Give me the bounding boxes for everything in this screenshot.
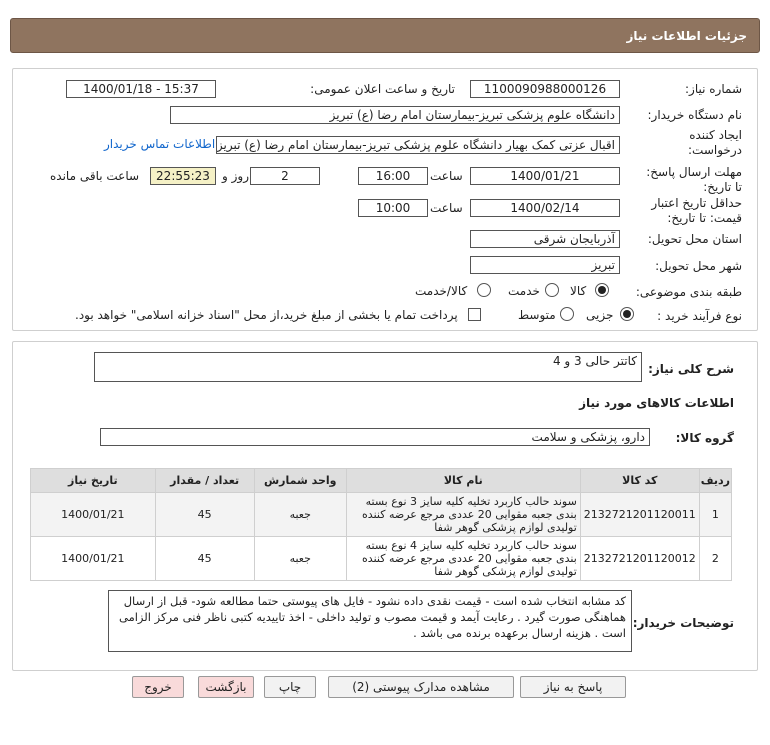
category-label: طبقه بندی موضوعی:	[635, 285, 742, 299]
group-field: دارو، پزشکی و سلامت	[100, 428, 650, 446]
process-radio-minor[interactable]	[620, 307, 634, 321]
process-minor-label: جزیی	[586, 308, 614, 322]
group-label: گروه کالا:	[675, 431, 734, 445]
category-both-label: کالا/خدمت	[415, 284, 468, 298]
validity-time-field: 10:00	[358, 199, 428, 217]
col-qty: تعداد / مقدار	[155, 469, 254, 493]
table-header-row	[31, 469, 732, 493]
province-label: استان محل تحویل:	[647, 232, 742, 246]
process-medium-label: متوسط	[518, 308, 556, 322]
reply-button[interactable]: پاسخ به نیاز	[520, 676, 626, 698]
table-row	[31, 493, 732, 537]
row-index: 2	[699, 537, 731, 581]
row-qty: 45	[155, 537, 254, 581]
creator-label: ایجاد کننده درخواست:	[688, 128, 742, 157]
row-unit: جعبه	[254, 493, 346, 537]
city-label: شهر محل تحویل:	[655, 259, 742, 273]
exit-button[interactable]: خروج	[132, 676, 184, 698]
notes-label: توضیحات خریدار:	[632, 616, 734, 630]
contact-buyer-link[interactable]: اطلاعات تماس خریدار	[104, 137, 216, 151]
buyer-org-field: دانشگاه علوم پزشکی تبریز-بیمارستان امام رضا (ع) تبریز	[170, 106, 620, 124]
buyer-notes: کد مشابه انتخاب شده است - قیمت نقدی داده نشود - فایل های پیوستی حتما مطالعه شود- قبل از ارسال هماهنگی صورت گیرد . رعایت آیمد و قیمت مصوب و تولید داخلی - اخذ تاییدیه کتبی ناظر فنی مرکز الزامی است . هزینه ارسال برعهده برنده می باشد .	[108, 590, 632, 652]
treasury-checkbox[interactable]	[468, 308, 481, 321]
need-number-field: 1100090988000126	[470, 80, 620, 98]
remaining-label: ساعت باقی مانده	[50, 169, 140, 183]
buyer-org-label: نام دستگاه خریدار:	[647, 108, 742, 122]
page-title: جزئیات اطلاعات نیاز	[626, 29, 747, 43]
validity-time-label: ساعت	[430, 201, 463, 215]
col-index: ردیف	[699, 469, 731, 493]
attachments-button[interactable]: مشاهده مدارک پیوستی (2)	[328, 676, 514, 698]
row-code: 2132721201120012	[580, 537, 699, 581]
announce-label: تاریخ و ساعت اعلان عمومی:	[310, 82, 455, 96]
row-date: 1400/01/21	[31, 537, 156, 581]
category-service-label: خدمت	[508, 284, 540, 298]
category-radio-service[interactable]	[545, 283, 559, 297]
announce-field: 1400/01/18 - 15:37	[66, 80, 216, 98]
col-date: تاریخ نیاز	[31, 469, 156, 493]
remaining-time-field: 22:55:23	[150, 167, 216, 185]
deadline-time-label: ساعت	[430, 169, 463, 183]
col-code: کد کالا	[580, 469, 699, 493]
table-row	[31, 537, 732, 581]
need-number-label: شماره نیاز:	[685, 82, 742, 96]
goods-section-title: اطلاعات کالاهای مورد نیاز	[579, 396, 734, 410]
process-radio-medium[interactable]	[560, 307, 574, 321]
summary-label: شرح کلی نیاز:	[648, 362, 734, 376]
deadline-label: مهلت ارسال پاسخ: تا تاریخ:	[646, 165, 742, 194]
city-field: تبریز	[470, 256, 620, 274]
summary-field: کاتتر حالی 3 و 4	[94, 352, 642, 382]
row-date: 1400/01/21	[31, 493, 156, 537]
row-qty: 45	[155, 493, 254, 537]
days-field: 2	[250, 167, 320, 185]
back-button[interactable]: بازگشت	[198, 676, 254, 698]
deadline-date-field: 1400/01/21	[470, 167, 620, 185]
payment-note: پرداخت تمام یا بخشی از مبلغ خرید،از محل "اسناد خزانه اسلامی" خواهد بود.	[75, 308, 458, 322]
creator-field: اقبال عزتی کمک بهیار دانشگاه علوم پزشکی تبریز-بیمارستان امام رضا (ع) تبریز	[216, 136, 620, 154]
process-label: نوع فرآیند خرید :	[657, 309, 742, 323]
category-radio-both[interactable]	[477, 283, 491, 297]
print-button[interactable]: چاپ	[264, 676, 316, 698]
row-name: سوند حالب کاربرد تخلیه کلیه سایز 4 نوع بسته بندی جعبه مقوایی 20 عددی مرجع عرضه کننده تولیدی لوازم پزشکی گوهر شفا	[346, 537, 580, 581]
page-header	[10, 18, 760, 53]
items-table	[30, 468, 732, 581]
validity-date-field: 1400/02/14	[470, 199, 620, 217]
row-code: 2132721201120011	[580, 493, 699, 537]
row-unit: جعبه	[254, 537, 346, 581]
deadline-time-field: 16:00	[358, 167, 428, 185]
validity-label: حداقل تاریخ اعتبار قیمت: تا تاریخ:	[651, 196, 742, 225]
col-name: نام کالا	[346, 469, 580, 493]
row-name: سوند حالب کاربرد تخلیه کلیه سایز 3 نوع بسته بندی جعبه مقوایی 20 عددی مرجع عرضه کننده تولیدی لوازم پزشکی گوهر شفا	[346, 493, 580, 537]
row-index: 1	[699, 493, 731, 537]
province-field: آذربایجان شرقی	[470, 230, 620, 248]
col-unit: واحد شمارش	[254, 469, 346, 493]
category-radio-goods[interactable]	[595, 283, 609, 297]
category-goods-label: کالا	[570, 284, 587, 298]
days-label: روز و	[222, 169, 249, 183]
